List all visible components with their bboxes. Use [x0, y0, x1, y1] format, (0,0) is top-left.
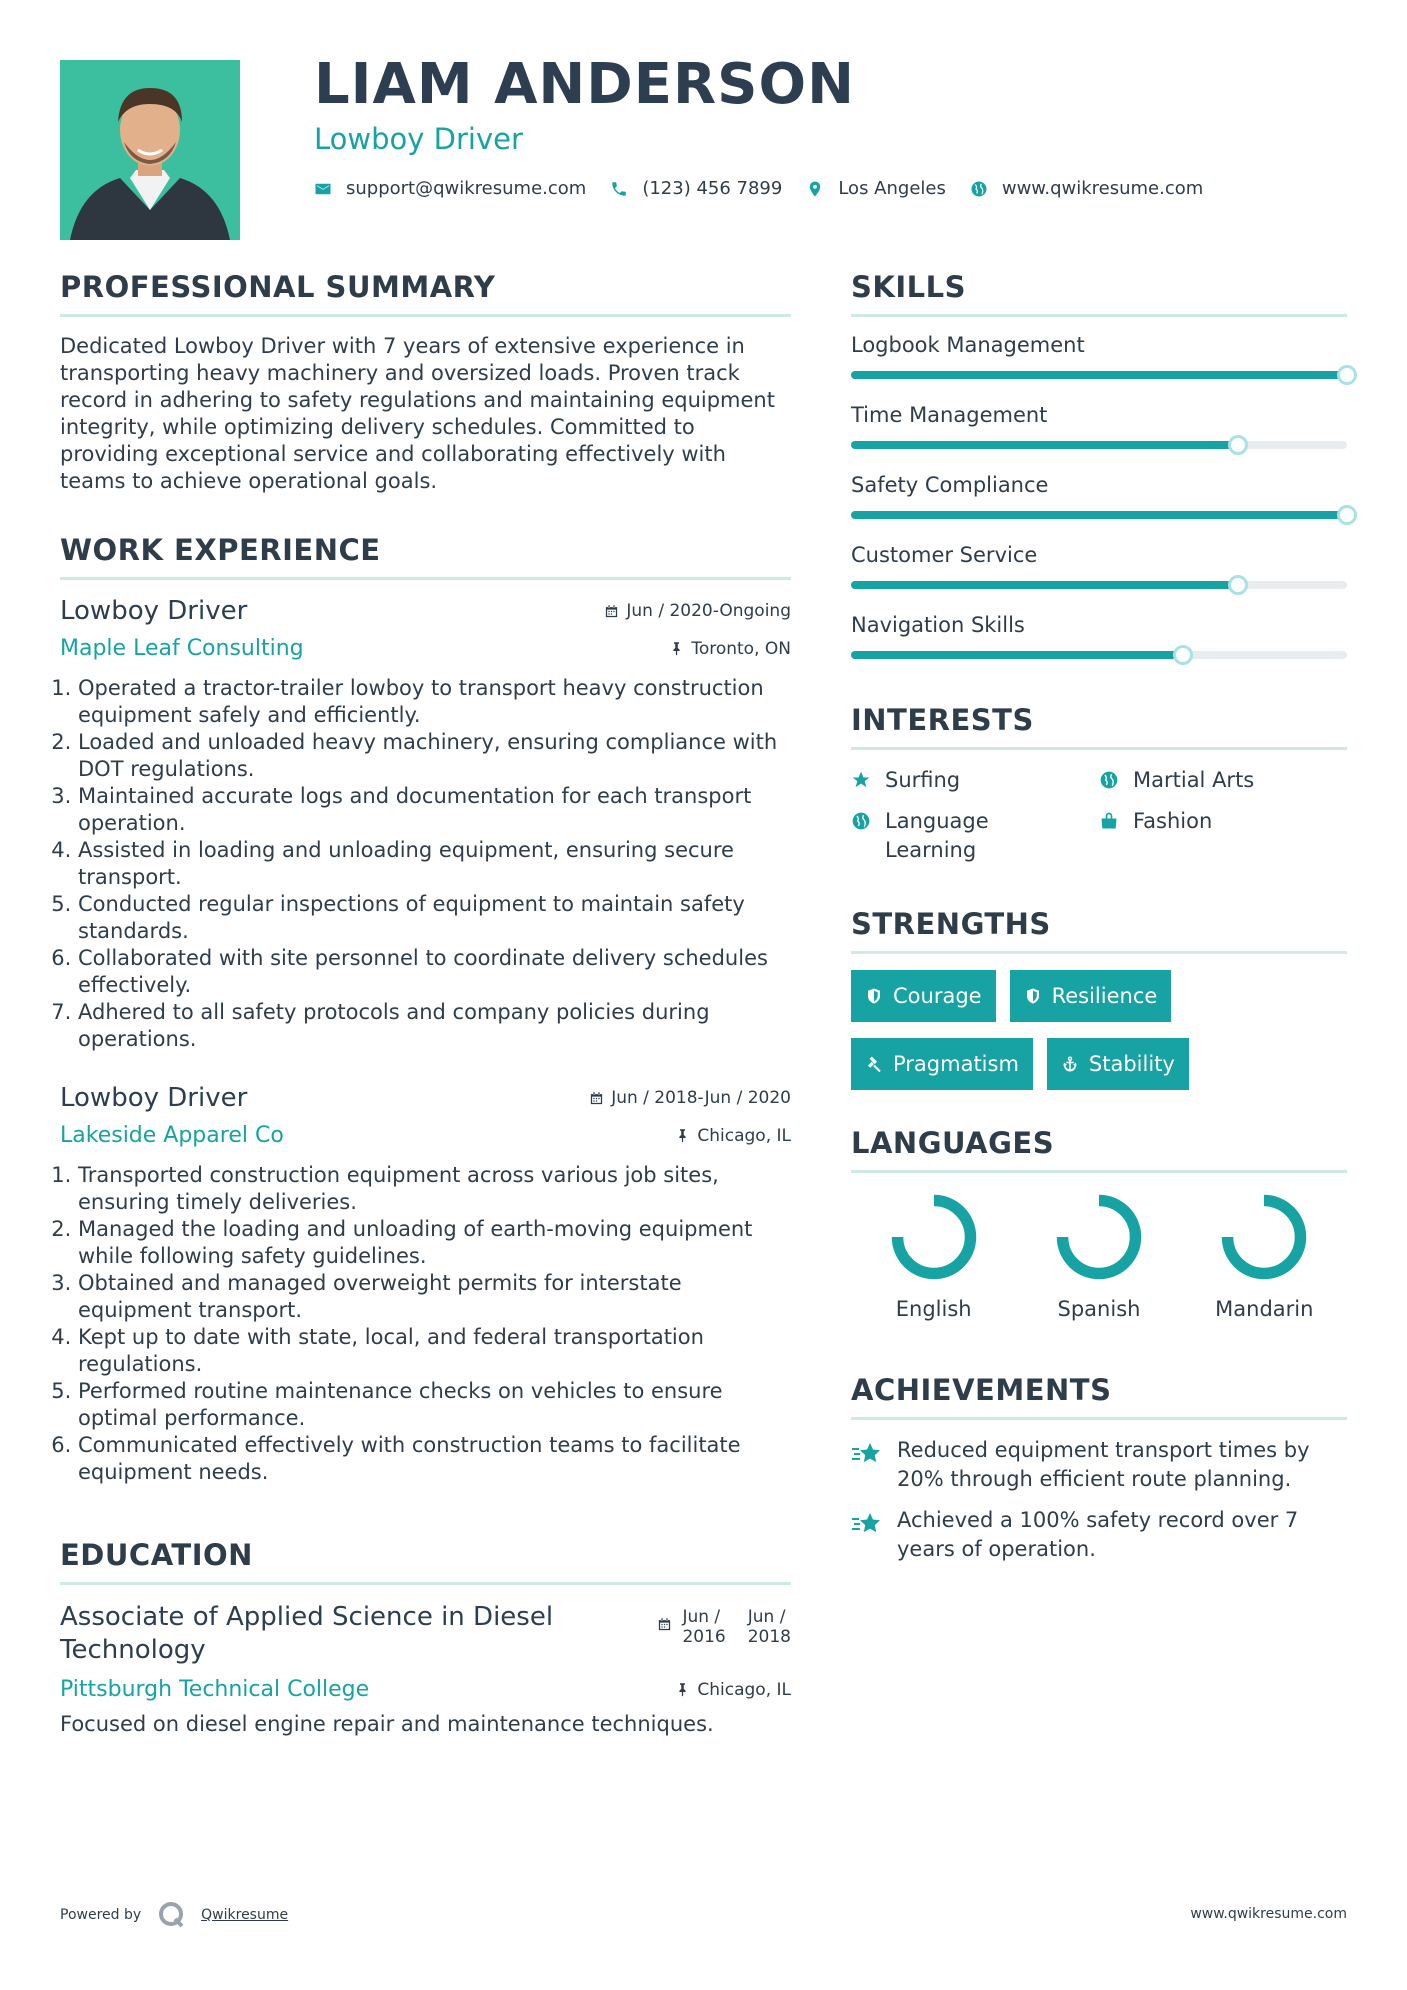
brand-link[interactable]: Qwikresume	[201, 1907, 289, 1923]
skill-bar	[851, 651, 1347, 659]
trophy-star-icon	[851, 1440, 883, 1468]
globe-icon	[1099, 770, 1119, 790]
skill-bar-knob	[1337, 505, 1357, 525]
gavel-icon	[865, 1055, 883, 1073]
contact-website[interactable]	[970, 178, 1203, 199]
language-name: Mandarin	[1215, 1297, 1314, 1321]
calendar-icon	[657, 1617, 672, 1632]
skill-item	[851, 403, 1347, 449]
trophy-star-icon	[851, 1510, 883, 1538]
interest-item	[1099, 807, 1347, 865]
website-text: www.qwikresume.com	[1001, 178, 1204, 199]
job-location-text: Toronto, ON	[691, 638, 791, 659]
job-bullets	[60, 1162, 791, 1486]
interest-item	[851, 766, 1099, 795]
skill-name: Time Management	[851, 403, 1048, 427]
pushpin-icon	[669, 641, 684, 656]
interest-label: Language Learning	[885, 809, 989, 862]
list-item: 5. Performed routine maintenance checks on vehicles to ensure optimal performance.	[78, 1378, 791, 1432]
language-name: English	[895, 1297, 972, 1321]
strength-tag	[851, 970, 996, 1022]
skill-name: Logbook Management	[851, 333, 1085, 357]
education-heading: EDUCATION	[60, 1538, 791, 1585]
list-item: 2. Managed the loading and unloading of earth-moving equipment while following safety guidelines.	[78, 1216, 791, 1270]
degree-title: Associate of Applied Science in Diesel Technology	[60, 1602, 554, 1665]
achievement-text: Reduced equipment transport times by 20% through efficient route planning.	[897, 1438, 1310, 1491]
job-dates	[589, 1088, 791, 1108]
interests-heading: INTERESTS	[851, 703, 1347, 750]
skill-bar-fill	[851, 511, 1347, 519]
job-title: Lowboy Driver	[60, 596, 248, 626]
skills-list	[851, 333, 1347, 659]
skill-bar-knob	[1228, 575, 1248, 595]
skill-bar	[851, 511, 1347, 519]
skill-bar-knob	[1337, 365, 1357, 385]
email-text: support@qwikresume.com	[346, 178, 587, 199]
list-item: 7. Adhered to all safety protocols and company policies during operations.	[78, 999, 791, 1053]
language-ring	[886, 1189, 982, 1285]
summary-text: Dedicated Lowboy Driver with 7 years of extensive experience in transporting heavy machinery and oversized loads. Proven track record in adhering to safety regulations and maintaining equipment integrity, while optimizing delivery schedules. Committed to providing exceptional service and collaborating effectively with teams to achieve operational goals.	[60, 334, 775, 493]
interest-item	[851, 807, 1099, 865]
job-dates	[604, 601, 791, 621]
strength-label: Courage	[893, 984, 982, 1008]
job-location-text: Chicago, IL	[697, 1125, 791, 1146]
calendar-icon	[604, 604, 619, 619]
list-item: 4. Assisted in loading and unloading equipment, ensuring secure transport.	[78, 837, 791, 891]
star-icon	[851, 770, 871, 790]
contact-email[interactable]	[314, 178, 586, 199]
language-item	[1182, 1189, 1347, 1321]
map-pin-icon	[806, 180, 824, 198]
phone-text: (123) 456 7899	[642, 178, 783, 199]
interest-label: Fashion	[1133, 809, 1213, 833]
job-dates-text: Jun / 2020-Ongoing	[626, 601, 791, 621]
interest-item	[1099, 766, 1347, 795]
anchor-icon	[1061, 1055, 1079, 1073]
skill-item	[851, 613, 1347, 659]
language-item	[1016, 1189, 1181, 1321]
list-item: 6. Communicated effectively with construction teams to facilitate equipment needs.	[78, 1432, 791, 1486]
job-entry	[60, 1083, 791, 1486]
shopping-bag-icon	[1099, 811, 1119, 831]
pushpin-icon	[675, 1682, 690, 1697]
skill-bar-fill	[851, 581, 1238, 589]
list-item: 6. Collaborated with site personnel to coordinate delivery schedules effectively.	[78, 945, 791, 999]
job-title: Lowboy Driver	[60, 1083, 248, 1113]
end-month: Jun /	[747, 1607, 786, 1627]
languages-heading: LANGUAGES	[851, 1126, 1347, 1173]
skill-bar	[851, 371, 1347, 379]
languages-list	[851, 1189, 1347, 1321]
list-item: 1. Transported construction equipment across various job sites, ensuring timely deliveries.	[78, 1162, 791, 1216]
skill-item	[851, 473, 1347, 519]
list-item: 2. Loaded and unloaded heavy machinery, ensuring compliance with DOT regulations.	[78, 729, 791, 783]
job-dates-text: Jun / 2018-Jun / 2020	[611, 1088, 791, 1108]
skill-bar-fill	[851, 441, 1238, 449]
interest-label: Surfing	[885, 768, 961, 792]
company-name: Lakeside Apparel Co	[60, 1123, 284, 1148]
strength-tag	[1010, 970, 1172, 1022]
school-location-text: Chicago, IL	[697, 1679, 791, 1700]
powered-by-text: Powered by	[60, 1907, 142, 1923]
footer-powered-by	[60, 1900, 288, 1930]
summary-heading: PROFESSIONAL SUMMARY	[60, 270, 791, 317]
language-item	[851, 1189, 1016, 1321]
candidate-name: LIAM ANDERSON	[314, 52, 855, 117]
interests-list	[851, 766, 1347, 865]
interest-label: Martial Arts	[1133, 768, 1255, 792]
qwikresume-logo-icon	[157, 1900, 187, 1930]
shield-icon	[865, 987, 883, 1005]
experience-heading: WORK EXPERIENCE	[60, 533, 791, 580]
job-entry	[60, 596, 791, 1053]
skill-bar-fill	[851, 371, 1347, 379]
skill-bar-knob	[1173, 645, 1193, 665]
achievement-item	[851, 1506, 1347, 1564]
company-name: Maple Leaf Consulting	[60, 636, 304, 661]
shield-icon	[1024, 987, 1042, 1005]
school-location	[675, 1680, 791, 1700]
location-text: Los Angeles	[838, 178, 946, 199]
contact-phone[interactable]	[610, 178, 782, 199]
profile-photo	[60, 60, 240, 240]
calendar-icon	[589, 1091, 604, 1106]
envelope-icon	[314, 180, 332, 198]
skill-name: Navigation Skills	[851, 613, 1025, 637]
skill-name: Safety Compliance	[851, 473, 1049, 497]
skill-item	[851, 543, 1347, 589]
skills-heading: SKILLS	[851, 270, 1347, 317]
education-dates	[657, 1607, 791, 1647]
globe-icon	[851, 811, 871, 831]
strengths-heading: STRENGTHS	[851, 907, 1347, 954]
list-item: 4. Kept up to date with state, local, and federal transportation regulations.	[78, 1324, 791, 1378]
list-item: 3. Maintained accurate logs and documentation for each transport operation.	[78, 783, 791, 837]
job-bullets	[60, 675, 791, 1053]
education-description: Focused on diesel engine repair and maintenance techniques.	[60, 1712, 714, 1736]
phone-icon	[610, 180, 628, 198]
list-item: 3. Obtained and managed overweight permits for interstate equipment transport.	[78, 1270, 791, 1324]
achievements-list	[851, 1436, 1347, 1564]
footer-website[interactable]: www.qwikresume.com	[1190, 1906, 1347, 1922]
skill-bar	[851, 441, 1347, 449]
skill-bar-knob	[1228, 435, 1248, 455]
education-end	[748, 1607, 791, 1647]
skill-bar-fill	[851, 651, 1183, 659]
right-column	[851, 270, 1347, 1576]
achievement-item	[851, 1436, 1347, 1494]
language-ring	[1051, 1189, 1147, 1285]
list-item: 5. Conducted regular inspections of equipment to maintain safety standards.	[78, 891, 791, 945]
skill-name: Customer Service	[851, 543, 1038, 567]
strength-tag	[851, 1038, 1033, 1090]
contact-bar	[314, 178, 1227, 199]
job-location	[669, 639, 791, 659]
skill-bar	[851, 581, 1347, 589]
pushpin-icon	[675, 1128, 690, 1143]
contact-location	[806, 178, 946, 199]
strength-label: Resilience	[1051, 984, 1158, 1008]
language-name: Spanish	[1057, 1297, 1141, 1321]
strength-label: Stability	[1088, 1052, 1175, 1076]
end-year: 2018	[747, 1627, 791, 1647]
education-start	[682, 1607, 725, 1647]
skill-item	[851, 333, 1347, 379]
start-month: Jun /	[682, 1607, 721, 1627]
achievement-text: Achieved a 100% safety record over 7 years of operation.	[897, 1508, 1299, 1561]
achievements-heading: ACHIEVEMENTS	[851, 1373, 1347, 1420]
left-column	[60, 270, 791, 1736]
language-ring	[1216, 1189, 1312, 1285]
start-year: 2016	[682, 1627, 726, 1647]
strengths-list	[851, 970, 1271, 1090]
strength-tag	[1047, 1038, 1189, 1090]
job-location	[675, 1126, 791, 1146]
globe-icon	[970, 180, 988, 198]
candidate-role: Lowboy Driver	[314, 122, 523, 156]
education-entry	[60, 1601, 791, 1667]
strength-label: Pragmatism	[893, 1052, 1019, 1076]
school-name: Pittsburgh Technical College	[60, 1677, 370, 1702]
list-item: 1. Operated a tractor-trailer lowboy to transport heavy construction equipment safely and efficiently.	[78, 675, 791, 729]
